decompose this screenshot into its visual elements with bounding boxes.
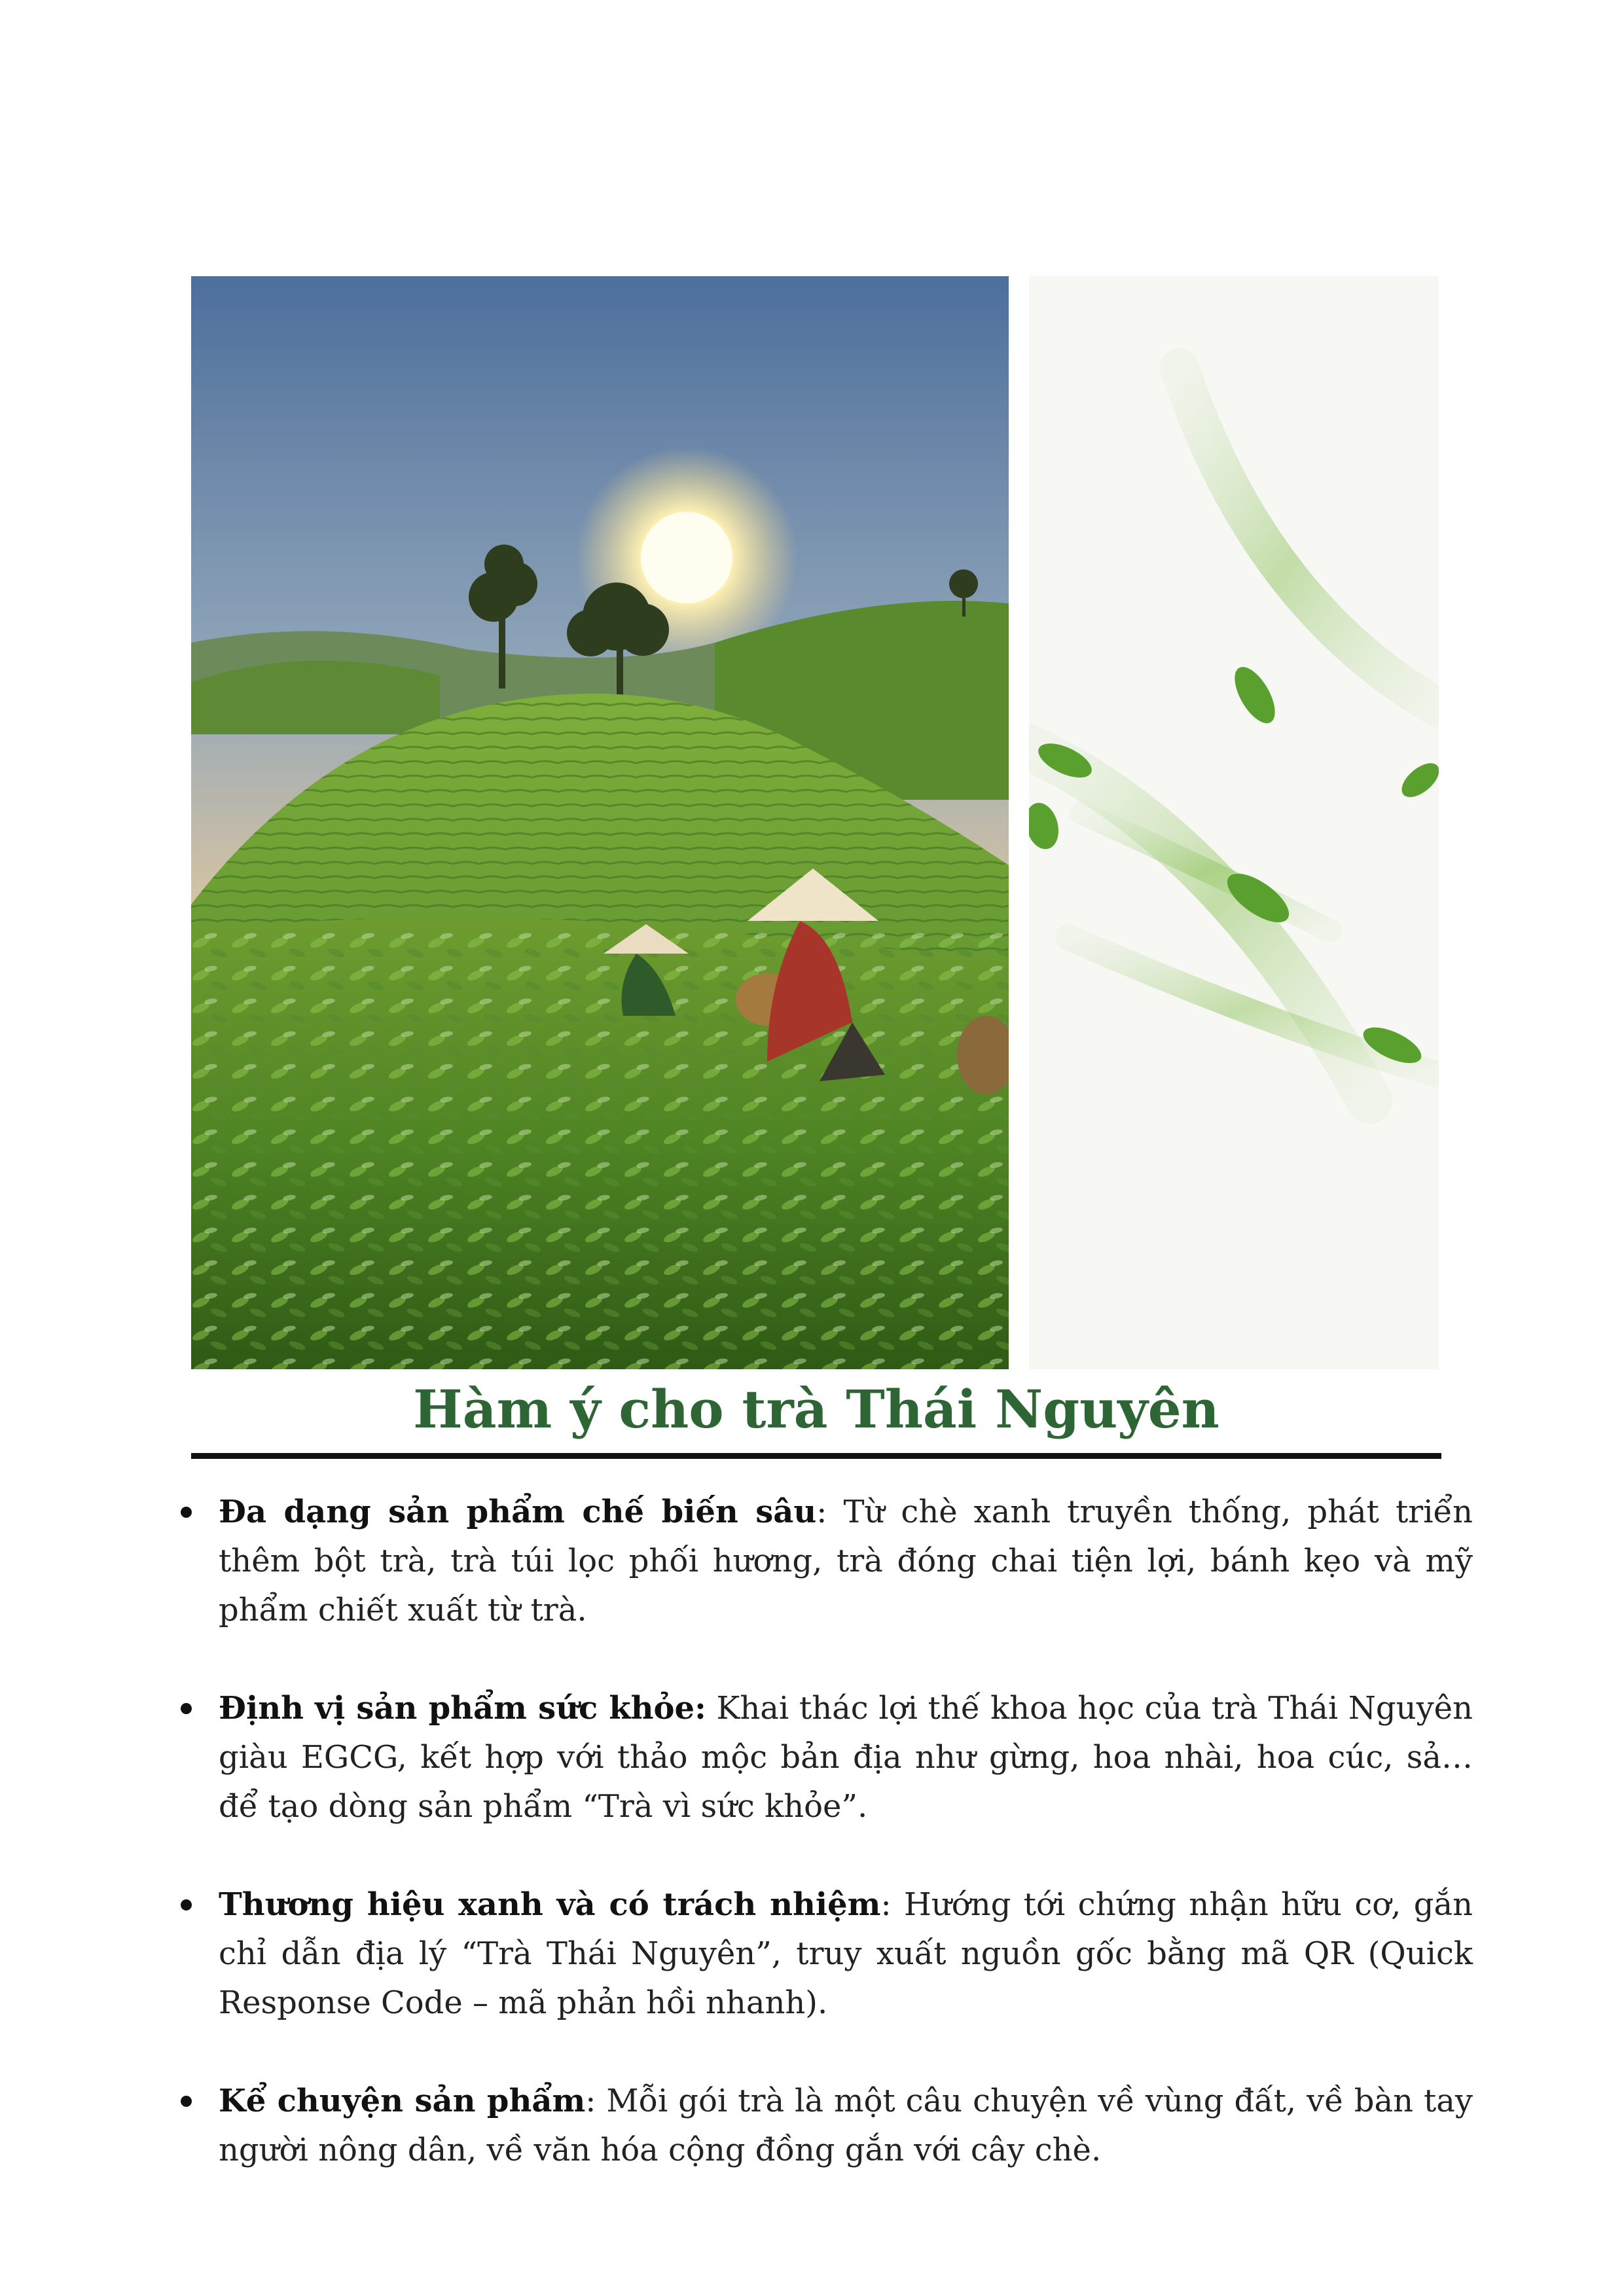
bullet-icon <box>181 2096 192 2107</box>
bullet-text: Khai thác lợi thế khoa học của trà Thái Nguyên giàu EGCG, kết hợp với thảo mộc bản địa như gừng, hoa nhài, hoa cúc, sả… để tạo dòng sản phẩm “Trà vì sức khỏe”. <box>219 1690 1473 1825</box>
bullet-term: Đa dạng sản phẩm chế biến sâu <box>219 1494 817 1530</box>
bullet-list <box>171 1488 1473 2175</box>
bullet-text: : Từ chè xanh truyền thống, phát triển thêm bột trà, trà túi lọc phối hương, trà đóng chai tiện lợi, bánh kẹo và mỹ phẩm chiết xuất từ trà. <box>219 1494 1473 1628</box>
list-item <box>171 1880 1473 2028</box>
list-item <box>171 2077 1473 2175</box>
bullet-term: Định vị sản phẩm sức khỏe: <box>219 1690 706 1727</box>
bullet-icon <box>181 1899 192 1910</box>
bullet-text: : Mỗi gói trà là một câu chuyện về vùng đất, về bàn tay người nông dân, về văn hóa cộng đồng gắn với cây chè. <box>219 2083 1473 2168</box>
bullet-term: Thương hiệu xanh và có trách nhiệm <box>219 1886 881 1923</box>
bullet-text: : Hướng tới chứng nhận hữu cơ, gắn chỉ dẫn địa lý “Trà Thái Nguyên”, truy xuất nguồn gốc bằng mã QR (Quick Response Code – mã phản hồi nhanh). <box>219 1886 1473 2021</box>
section-title: Hàm ý cho trà Thái Nguyên <box>413 1378 1219 1440</box>
list-item <box>171 1488 1473 1635</box>
bullet-icon <box>181 1703 192 1714</box>
list-item <box>171 1684 1473 1831</box>
bullet-term: Kể chuyện sản phẩm <box>219 2083 586 2119</box>
bullet-icon <box>181 1507 192 1518</box>
title-divider <box>191 1453 1441 1459</box>
tea-leaves-illustration <box>1029 276 1439 1369</box>
tea-plantation-photo <box>191 276 1009 1369</box>
